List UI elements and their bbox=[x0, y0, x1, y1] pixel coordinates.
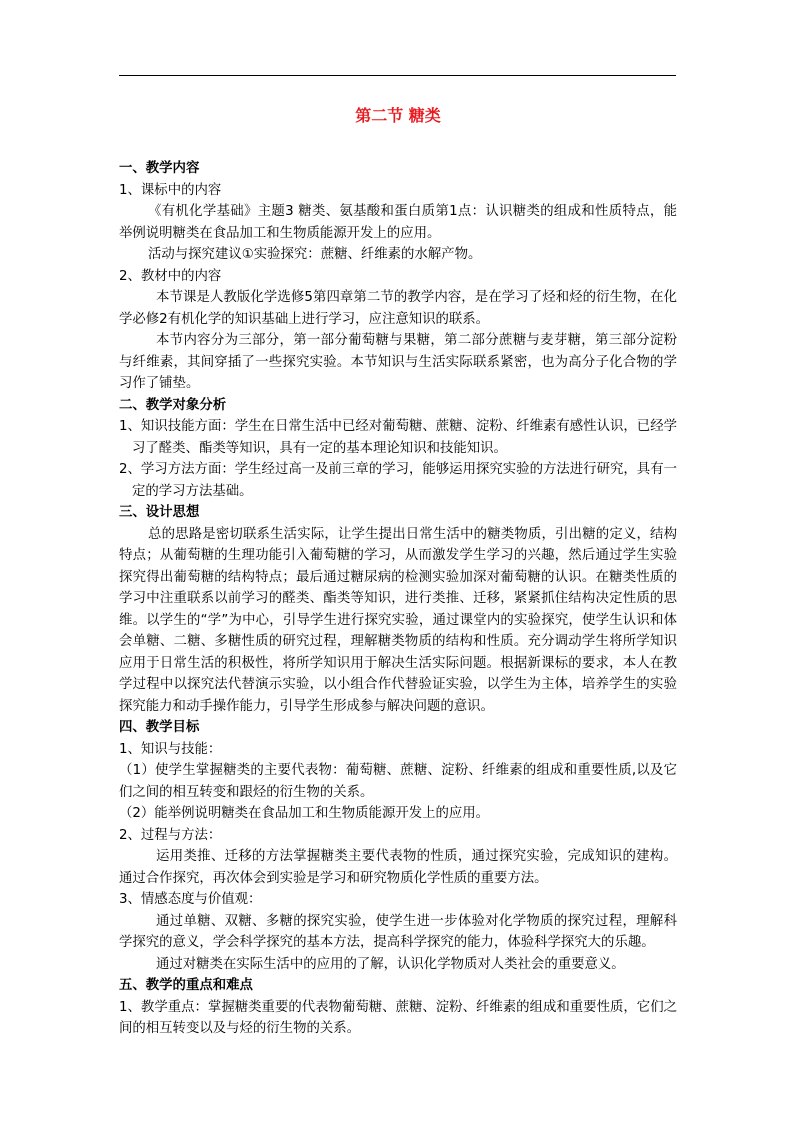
paragraph: 通过对糖类在实际生活中的应用的了解，认识化学物质对人类社会的重要意义。 bbox=[156, 956, 625, 972]
paragraph: 运用类推、迁移的方法掌握糖类主要代表物的性质，通过探究实验，完成知识的建构。通过合作探究，再次体会到实验是学习和研究物质化学性质的重要方法。 bbox=[119, 849, 677, 886]
subheading-attitude-values: 3、情感态度与价值观： bbox=[119, 892, 262, 907]
paragraph: 活动与探究建议①实验探究：蔗糖、纤维素的水解产物。 bbox=[148, 247, 482, 262]
subheading-process-method: 2、过程与方法： bbox=[119, 827, 222, 843]
section-heading-teaching-content: 一、教学内容 bbox=[119, 161, 200, 176]
paragraph: （1）使学生掌握糖类的主要代表物：葡萄糖、蔗糖、淀粉、纤维素的组成和重要性质,以及它们之间的相互转变和跟烃的衍生物的关系。 bbox=[119, 763, 677, 800]
subheading-curriculum: 1、课标中的内容 bbox=[119, 182, 222, 198]
document-body bbox=[119, 104, 677, 1040]
header-rule bbox=[119, 75, 676, 76]
subheading-textbook: 2、教材中的内容 bbox=[119, 268, 222, 284]
section-heading-design: 三、设计思想 bbox=[119, 505, 200, 520]
paragraph: 2、学习方法方面：学生经过高一及前三章的学习，能够运用探究实验的方法进行研究，具有一定的学习方法基础。 bbox=[119, 462, 677, 499]
document-title: 第二节 糖类 bbox=[355, 106, 441, 125]
paragraph: 1、教学重点：掌握糖类重要的代表物葡萄糖、蔗糖、淀粉、纤维素的组成和重要性质，它们之间的相互转变以及与烃的衍生物的关系。 bbox=[119, 999, 677, 1036]
paragraph: 通过单糖、双糖、多糖的探究实验，使学生进一步体验对化学物质的探究过程，理解科学探究的意义，学会科学探究的基本方法，提高科学探究的能力，体验科学探究大的乐趣。 bbox=[119, 913, 677, 950]
paragraph: 本节课是人教版化学选修5第四章第二节的教学内容，是在学习了烃和烃的衍生物，在化学必修2有机化学的知识基础上进行学习，应注意知识的联系。 bbox=[119, 290, 677, 327]
section-heading-objectives: 四、教学目标 bbox=[119, 720, 200, 735]
paragraph: 总的思路是密切联系生活实际，让学生提出日常生活中的糖类物质，引出糖的定义，结构特点；从葡萄糖的生理功能引入葡萄糖的学习，从而激发学生学习的兴趣，然后通过学生实验探究得出葡萄糖的结构特点；最后通过糖尿病的检测实验加深对葡萄糖的认识。在糖类性质的学习中注重联系以前学习的醛类、酯类等知识，进行类推、迁移，紧紧抓住结构决定性质的思维。以学生的“学”为中心，引导学生进行探究实验，通过课堂内的实验探究，使学生认识和体会单糖、二糖、多糖性质的研究过程，理解糖类物质的结构和性质。充分调动学生将所学知识应用于日常生活的积极性，将所学知识用于解决生活实际问题。根据新课标的要求，本人在教学过程中以探究法代替演示实验，以小组合作代替验证实验，以学生为主体，培养学生的实验探究能力和动手操作能力，引导学生形成参与解决问题的意识。 bbox=[119, 526, 677, 714]
section-heading-student-analysis: 二、教学对象分析 bbox=[119, 397, 227, 413]
paragraph: 1、知识技能方面：学生在日常生活中已经对葡萄糖、蔗糖、淀粉、纤维素有感性认识，已经学习了醛类、酯类等知识，具有一定的基本理论知识和技能知识。 bbox=[119, 419, 677, 456]
paragraph: （2）能举例说明糖类在食品加工和生物质能源开发上的应用。 bbox=[119, 806, 490, 821]
section-heading-key-points: 五、教学的重点和难点 bbox=[119, 978, 253, 993]
paragraph: 本节内容分为三部分，第一部分葡萄糖与果糖，第二部分蔗糖与麦芽糖，第三部分淀粉与纤维素，其间穿插了一些探究实验。本节知识与生活实际联系紧密，也为高分子化合物的学习作了铺垫。 bbox=[119, 333, 677, 391]
paragraph: 《有机化学基础》主题3 糖类、氨基酸和蛋白质第1点：认识糖类的组成和性质特点，能举例说明糖类在食品加工和生物质能源开发上的应用。 bbox=[119, 204, 677, 241]
subheading-knowledge-skills: 1、知识与技能： bbox=[119, 741, 222, 757]
